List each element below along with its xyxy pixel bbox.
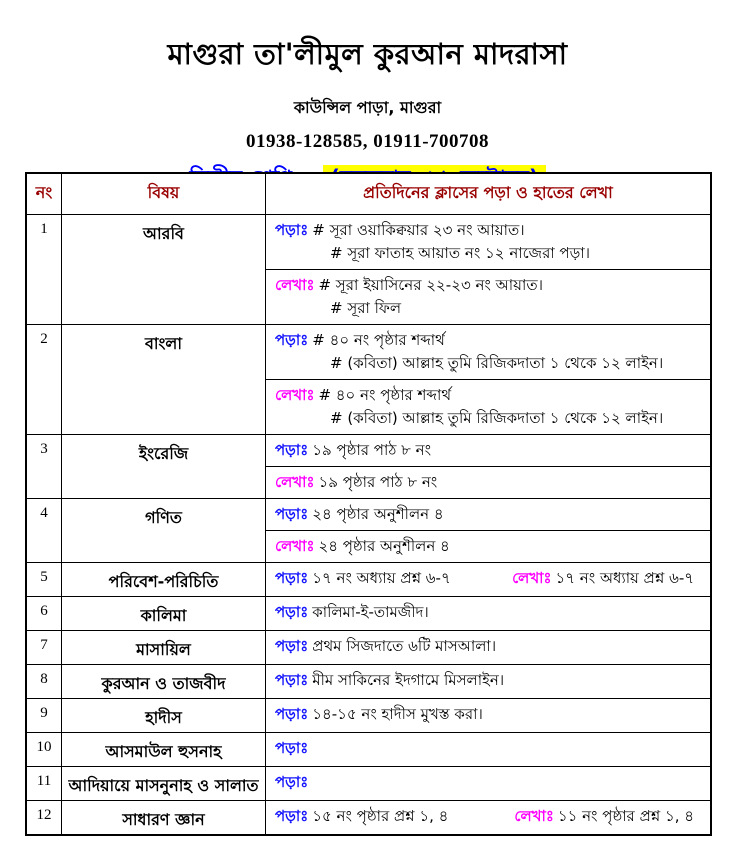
lesson-section [266,699,710,732]
row-number: 9 [27,699,62,732]
subject-name: হাদীস [62,699,266,732]
lekha-entry [275,384,702,430]
porah-label: পড়াঃ [275,773,309,791]
porah-entry [275,635,702,658]
row-number: 2 [27,325,62,434]
lesson-content-cell [266,325,710,434]
subject-name: আরবি [62,215,266,324]
subject-name: সাধারণ জ্ঞান [62,801,266,834]
table-row [27,800,710,834]
lesson-section [266,379,710,434]
lesson-section [266,733,710,766]
lesson-content-cell [266,597,710,630]
lesson-content-cell [266,767,710,800]
lesson-line: লেখাঃ # সূরা ইয়াসিনের ২২-২৩ নং আয়াত। [275,276,543,294]
subject-name: ইংরেজি [62,435,266,498]
lesson-line [275,737,702,760]
lesson-line: লেখাঃ ১৯ পৃষ্ঠার পাঠ ৮ নং [275,473,438,491]
porah-label: পড়াঃ [275,603,309,621]
lesson-line-continued: # (কবিতা) আল্লাহ তুমি রিজিকদাতা ১ থেকে ১২ লাইন। [330,409,664,427]
porah-entry [275,567,451,592]
lesson-section [266,530,710,562]
row-number: 6 [27,597,62,630]
lekha-label: লেখাঃ [275,386,315,404]
lesson-line: পড়াঃ ১৭ নং অধ্যায় প্রশ্ন ৬-৭ [275,569,451,587]
table-row [27,596,710,630]
porah-entry [275,601,702,624]
table-row [27,562,710,596]
lekha-label: লেখাঃ [512,569,552,587]
lekha-entry [512,567,694,592]
subject-name: পরিবেশ-পরিচিতি [62,563,266,596]
row-number: 8 [27,665,62,698]
porah-entry [275,771,702,794]
row-number: 1 [27,215,62,324]
lesson-content-cell [266,631,710,664]
row-number: 4 [27,499,62,562]
porah-label: পড়াঃ [275,807,309,825]
lesson-content-cell [266,699,710,732]
porah-label: পড়াঃ [275,705,309,723]
lesson-section [266,767,710,800]
lesson-line: পড়াঃ প্রথম সিজদাতে ৬টি মাসআলা। [275,637,497,655]
lesson-line: লেখাঃ ২৪ পৃষ্ঠার অনুশীলন ৪ [275,537,450,555]
document-header [0,0,735,197]
lesson-section [266,631,710,664]
row-number: 3 [27,435,62,498]
lesson-section [266,665,710,698]
lesson-line: পড়াঃ ২৪ পৃষ্ঠার অনুশীলন ৪ [275,505,444,523]
porah-entry [275,669,702,692]
table-row [27,214,710,324]
subject-name: কালিমা [62,597,266,630]
lekha-entry [275,274,702,320]
lekha-label: লেখাঃ [275,473,315,491]
lesson-content-cell [266,801,710,834]
porah-entry [275,439,702,462]
address-line: কাউন্সিল পাড়া, মাগুরা [293,98,442,117]
porah-label: পড়াঃ [275,671,309,689]
subject-name: বাংলা [62,325,266,434]
lesson-section [266,563,710,596]
table-row [27,434,710,498]
phone-numbers: 01938-128585, 01911-700708 [245,131,490,152]
subject-name: আদিয়ায়ে মাসনুনাহ ও সালাত [62,767,266,800]
subject-name: কুরআন ও তাজবীদ [62,665,266,698]
lesson-line [275,771,702,794]
lesson-line-continued: # (কবিতা) আল্লাহ তুমি রিজিকদাতা ১ থেকে ১২ লাইন। [330,354,664,372]
lesson-line: পড়াঃ # ৪০ নং পৃষ্ঠার শব্দার্থ [275,331,445,349]
porah-entry [275,805,448,830]
porah-entry [275,703,702,726]
porah-label: পড়াঃ [275,637,309,655]
porah-entry [275,219,702,265]
lesson-content-cell [266,733,710,766]
lekha-entry [275,471,702,494]
header-cell-no: নং [27,174,62,214]
lesson-line: লেখাঃ ১১ নং পৃষ্ঠার প্রশ্ন ১, ৪ [514,807,694,825]
lesson-section [266,435,710,466]
header-cell-content: প্রতিদিনের ক্লাসের পড়া ও হাতের লেখা [363,183,613,202]
lesson-line: পড়াঃ # সূরা ওয়াকিক্বয়ার ২৩ নং আয়াত। [275,221,525,239]
table-row [27,630,710,664]
lesson-section [266,597,710,630]
table-header-row [27,174,710,214]
lesson-line: পড়াঃ ১৫ নং পৃষ্ঠার প্রশ্ন ১, ৪ [275,807,449,825]
lekha-entry [275,535,702,558]
row-number: 11 [27,767,62,800]
lesson-line: পড়াঃ ১৯ পৃষ্ঠার পাঠ ৮ নং [275,441,432,459]
lesson-line-continued: # সূরা ফিল [330,299,402,317]
row-number: 10 [27,733,62,766]
lekha-label: লেখাঃ [275,537,315,555]
porah-label: পড়াঃ [275,331,309,349]
table-row [27,664,710,698]
table-row [27,498,710,562]
lesson-section [266,801,710,834]
lesson-section [266,215,710,269]
lesson-line: পড়াঃ মীম সাকিনের ইদগামে মিসলাইন। [275,671,505,689]
porah-entry [275,737,702,760]
porah-label: পড়াঃ [275,441,309,459]
row-number: 7 [27,631,62,664]
table-row [27,698,710,732]
page-title: মাগুরা তা'লীমুল কুরআন মাদরাসা [167,37,568,71]
porah-label: পড়াঃ [275,569,309,587]
lesson-line: পড়াঃ ১৪-১৫ নং হাদীস মুখস্ত করা। [275,705,483,723]
lesson-section [266,269,710,324]
lesson-section [266,499,710,530]
subject-name: মাসায়িল [62,631,266,664]
subject-name: আসমাউল হুসনাহ [62,733,266,766]
lesson-section [266,466,710,498]
porah-label: পড়াঃ [275,739,309,757]
lesson-section [266,325,710,379]
porah-entry [275,329,702,375]
lesson-content-cell [266,563,710,596]
lesson-content-cell [266,435,710,498]
porah-label: পড়াঃ [275,505,309,523]
lesson-content-cell [266,665,710,698]
lesson-table [25,172,712,836]
lekha-entry [514,805,694,830]
row-number: 5 [27,563,62,596]
header-cell-subject: বিষয় [62,174,266,214]
lesson-line: পড়াঃ কালিমা-ই-তামজীদ। [275,603,429,621]
row-number: 12 [27,801,62,834]
table-body [27,214,710,834]
lekha-label: লেখাঃ [275,276,315,294]
lesson-content-cell [266,215,710,324]
lekha-label: লেখাঃ [514,807,554,825]
lesson-content-cell [266,499,710,562]
porah-label: পড়াঃ [275,221,309,239]
table-row [27,766,710,800]
table-row [27,732,710,766]
porah-entry [275,503,702,526]
subject-name: গণিত [62,499,266,562]
lesson-line: লেখাঃ ১৭ নং অধ্যায় প্রশ্ন ৬-৭ [512,569,694,587]
lesson-line-continued: # সূরা ফাতাহ আয়াত নং ১২ নাজেরা পড়া। [330,244,591,262]
table-row [27,324,710,434]
lesson-line: লেখাঃ # ৪০ নং পৃষ্ঠার শব্দার্থ [275,386,452,404]
